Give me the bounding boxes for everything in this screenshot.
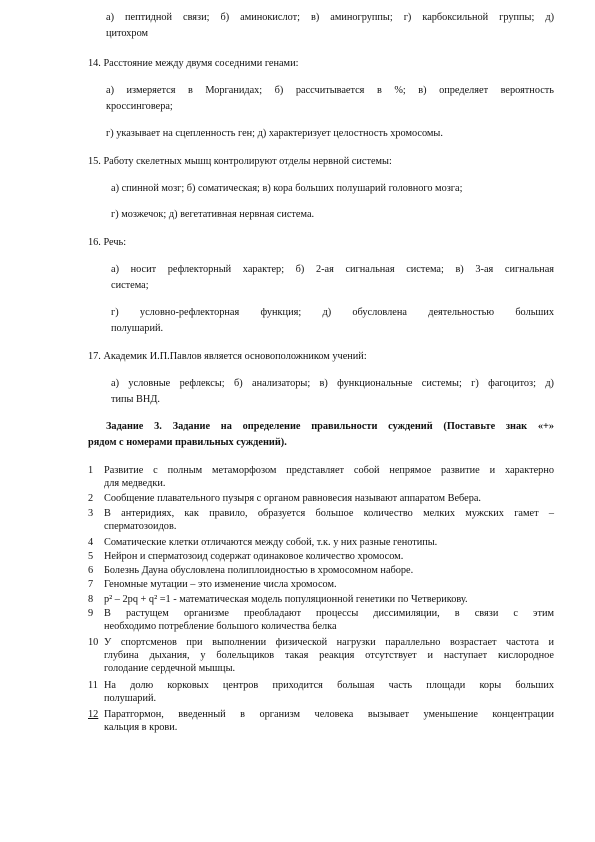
q14-options-b-line: г) указывает на сцепленность ген; д) характеризует целостность хромосомы. (106, 128, 443, 139)
statement-3-line1: В антеридиях, как правило, образуется большое количество мелких мужских гамет – (104, 508, 554, 519)
question-16-title: 16. Речь: (88, 237, 127, 248)
statement-10-line2: глубина дыхания, у болельщиков такая реакция отсутствует и наступает кислородное (104, 650, 554, 661)
statement-2-line1: Сообщение плавательного пузыря с органом равновесия называют аппаратом Вебера. (104, 493, 482, 504)
statement-7-line1: Геномные мутации – это изменение числа хромосом. (104, 579, 337, 590)
statement-12-line2: кальция в крови. (104, 722, 178, 733)
q13-options-line1: а) пептидной связи; б) аминокислот; в) аминогруппы; г) карбоксильной группы; д) (106, 12, 554, 23)
statement-number: 3 (88, 508, 94, 519)
q15-options-b-line: г) мозжечок; д) вегетативная нервная система. (111, 209, 315, 220)
statement-5-line1: Нейрон и сперматозоид содержат одинаковое количество хромосом. (104, 551, 404, 562)
statement-1-line2: для медведки. (104, 478, 166, 489)
task3-heading-line1: Задание 3. Задание на определение правильности суждений (Поставьте знак «+» (106, 421, 554, 432)
statement-number: 9 (88, 608, 94, 619)
q14-options-a-line1: а) измеряется в Морганидах; б) рассчитывается в %; в) определяет вероятность (106, 85, 554, 96)
statement-9-line1: В растущем организме преобладают процессы диссимиляции, в связи с этим (104, 608, 554, 619)
q16-options-b-line1: г) условно-рефлекторная функция; д) обусловлена деятельностью больших (111, 307, 554, 318)
q15-options-a-line: а) спинной мозг; б) соматическая; в) кора больших полушарий головного мозга; (111, 183, 463, 194)
statement-number: 6 (88, 565, 94, 576)
statement-10-line3: голодание сердечной мышцы. (104, 663, 236, 674)
statement-11-line1: На долю корковых центров приходится большая часть площади коры больших (104, 680, 554, 691)
statement-number: 10 (88, 637, 99, 648)
question-17-title: 17. Академик И.П.Павлов является основоположником учений: (88, 351, 367, 362)
statement-10-line1: У спортсменов при выполнении физической нагрузки параллельно возрастает частота и (104, 637, 554, 648)
statement-number: 1 (88, 465, 94, 476)
statement-number: 8 (88, 594, 94, 605)
statement-6-line1: Болезнь Дауна обусловлена полиплоидностью в хромосомном наборе. (104, 565, 414, 576)
q17-options-a-line1: а) условные рефлексы; б) анализаторы; в) функциональные системы; г) фагоцитоз; д) (111, 378, 554, 389)
statement-9-line2: необходимо потребление большого количества белка (104, 621, 337, 632)
task3-heading-line2: рядом с номерами правильных суждений). (88, 437, 287, 448)
statement-number: 2 (88, 493, 94, 504)
statement-number: 5 (88, 551, 94, 562)
question-14-title: 14. Расстояние между двумя соседними генами: (88, 58, 299, 69)
q16-options-a-line1: а) носит рефлекторный характер; б) 2-ая сигнальная система; в) 3-ая сигнальная (111, 264, 554, 275)
statement-1-line1: Развитие с полным метаморфозом представляет собой непрямое развитие и характерно (104, 465, 554, 476)
q16-options-b-line2: полушарий. (111, 323, 164, 334)
statement-number: 11 (88, 680, 98, 691)
q16-options-a-line2: система; (111, 280, 149, 291)
q17-options-a-line2: типы ВНД. (111, 394, 160, 405)
statement-number: 4 (88, 537, 94, 548)
statement-11-line2: полушарий. (104, 693, 157, 704)
statement-3-line2: сперматозоидов. (104, 521, 177, 532)
statement-number: 7 (88, 579, 94, 590)
statement-number: 12 (88, 709, 99, 720)
statement-4-line1: Соматические клетки отличаются между собой, т.к. у них разные генотипы. (104, 537, 438, 548)
q14-options-a-line2: кроссинговера; (106, 101, 173, 112)
statement-8-line1: p² – 2pq + q² =1 - математическая модель популяционной генетики по Четверикову. (104, 594, 468, 605)
statement-12-line1: Паратгормон, введенный в организм человека вызывает уменьшение концентрации (104, 709, 554, 720)
q13-options-line2: цитохром (106, 28, 149, 39)
question-15-title: 15. Работу скелетных мышц контролируют отделы нервной системы: (88, 156, 392, 167)
